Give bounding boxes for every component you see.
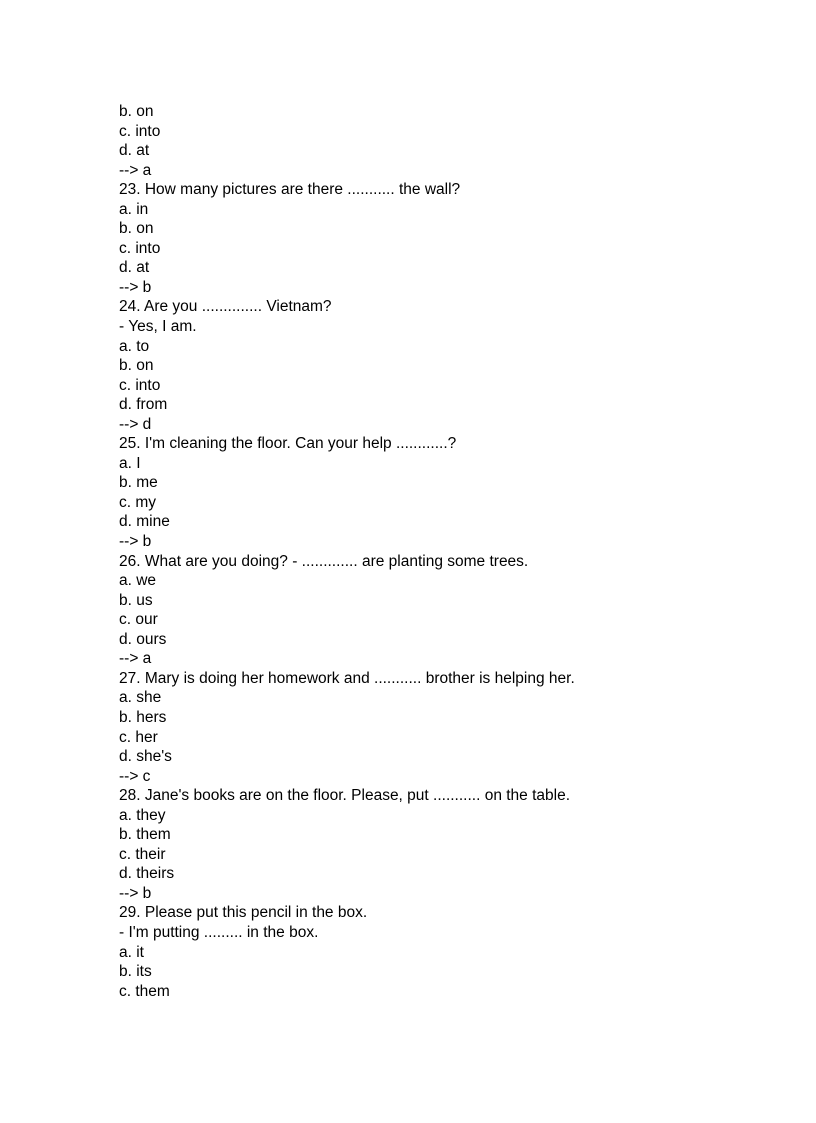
question-23: 23. How many pictures are there ........... the wall? [119, 181, 461, 199]
text-line: a. they [119, 806, 166, 824]
text-line: b. them [119, 826, 171, 844]
text-line: d. mine [119, 513, 170, 531]
text-line: - Yes, I am. [119, 318, 197, 336]
text-line: b. on [119, 357, 154, 375]
text-line: b. me [119, 474, 158, 492]
text-line: d. at [119, 259, 150, 277]
text-line: c. them [119, 982, 170, 1000]
question-28: 28. Jane's books are on the floor. Please, put ........... on the table. [119, 787, 571, 805]
text-line: c. her [119, 728, 158, 746]
text-line: b. hers [119, 708, 167, 726]
text-line: c. into [119, 122, 161, 140]
text-line: c. our [119, 611, 158, 629]
text-line: d. she's [119, 748, 172, 766]
text-line: b. on [119, 103, 154, 120]
text-line: a. we [119, 572, 157, 590]
text-line: d. ours [119, 630, 167, 648]
answer-line: --> b [119, 884, 152, 902]
question-24: 24. Are you .............. Vietnam? [119, 298, 332, 316]
question-25: 25. I'm cleaning the floor. Can your help ............? [119, 435, 457, 453]
text-line: a. I [119, 454, 141, 472]
text-line: a. in [119, 200, 149, 218]
text-line: a. it [119, 943, 144, 961]
question-27: 27. Mary is doing her homework and ........... brother is helping her. [119, 669, 575, 687]
text-line: c. their [119, 845, 166, 863]
text-line: d. at [119, 142, 150, 160]
answer-line: --> d [119, 415, 152, 433]
text-line: c. my [119, 493, 157, 511]
text-line: b. on [119, 220, 154, 238]
text-line: b. its [119, 963, 152, 981]
text-line: d. theirs [119, 865, 175, 883]
answer-line: --> c [119, 767, 151, 785]
text-line: a. she [119, 689, 162, 707]
question-29: 29. Please put this pencil in the box. [119, 904, 368, 922]
question-26: 26. What are you doing? - ............. are planting some trees. [119, 552, 529, 570]
text-line: a. to [119, 337, 150, 355]
text-line: d. from [119, 396, 168, 414]
answer-line: --> b [119, 533, 152, 551]
text-line: c. into [119, 239, 161, 257]
text-line: b. us [119, 591, 153, 609]
text-line: c. into [119, 376, 161, 394]
answer-line: --> a [119, 161, 152, 179]
answer-line: --> b [119, 278, 152, 296]
answer-line: --> a [119, 650, 152, 668]
document-body [119, 102, 759, 1001]
text-line: - I'm putting ......... in the box. [119, 923, 319, 941]
